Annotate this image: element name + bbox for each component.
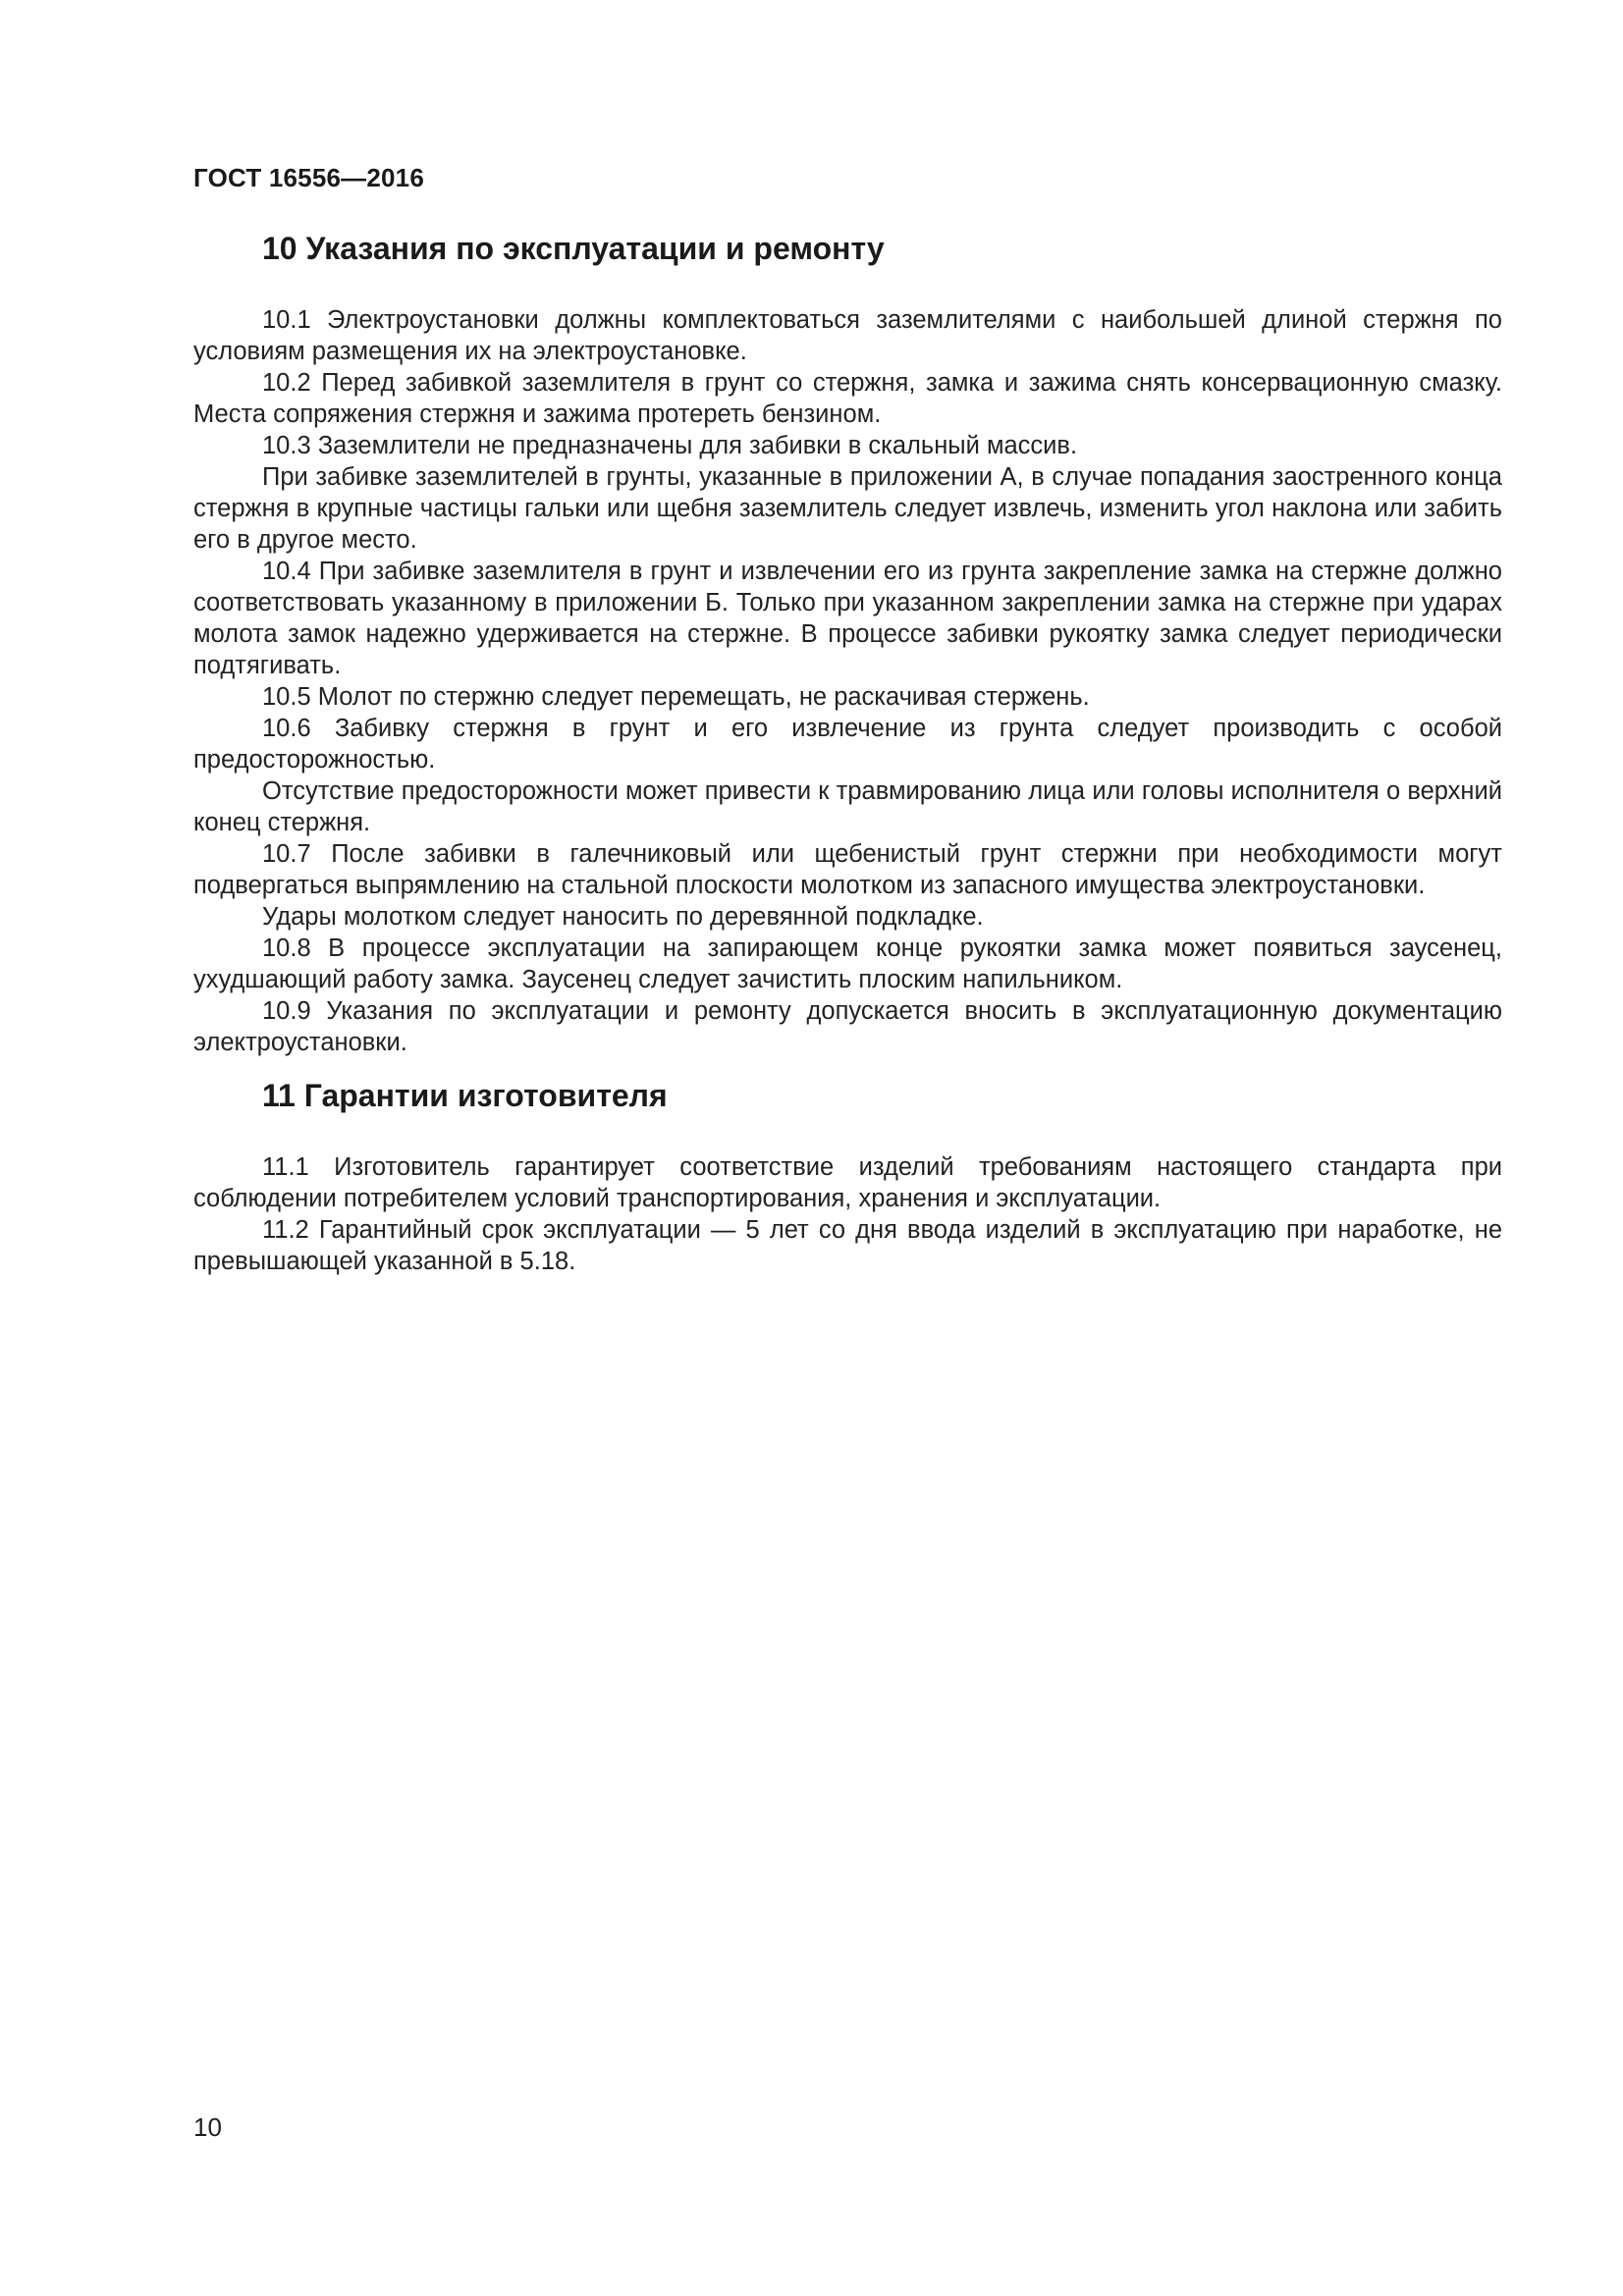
paragraph-10-2: 10.2 Перед забивкой заземлителя в грунт со стержня, замка и зажима снять консервационную смазку. Места сопряжения стержня и зажима протереть бензином. (193, 369, 1502, 428)
paragraph-10-9: 10.9 Указания по эксплуатации и ремонту допускается вносить в эксплуатационную документацию электроустановки. (193, 997, 1502, 1056)
paragraph-10-8: 10.8 В процессе эксплуатации на запирающем конце рукоятки замка может появиться заусенец, ухудшающий работу замка. Заусенец следует зачистить плоским напильником. (193, 934, 1502, 993)
section-10-heading: 10 Указания по эксплуатации и ремонту (262, 231, 885, 266)
paragraph-10-6-note: Отсутствие предосторожности может привести к травмированию лица или головы исполнителя о верхний конец стержня. (193, 777, 1502, 836)
paragraph-10-7: 10.7 После забивки в галечниковый или щебенистый грунт стержни при необходимости могут подвергаться выпрямлению на стальной плоскости молотком из запасного имущества электроустановки. (193, 840, 1502, 899)
paragraph-11-1: 11.1 Изготовитель гарантирует соответствие изделий требованиям настоящего стандарта при соблюдении потребителем условий транспортирования, хранения и эксплуатации. (193, 1153, 1502, 1212)
paragraph-10-6: 10.6 Забивку стержня в грунт и его извлечение из грунта следует производить с особой предосторожностью. (193, 715, 1502, 774)
paragraph-10-3: 10.3 Заземлители не предназначены для забивки в скальный массив. (262, 432, 1078, 459)
section-11 (193, 1076, 1502, 1277)
paragraph-10-5: 10.5 Молот по стержню следует перемещать, не раскачивая стержень. (262, 683, 1090, 711)
section-11-heading: 11 Гарантии изготовителя (262, 1078, 668, 1113)
page-number: 10 (193, 2112, 222, 2142)
paragraph-10-1: 10.1 Электроустановки должны комплектоваться заземлителями с наибольшей длиной стержня по условиям размещения их на электроустановке. (193, 306, 1502, 365)
paragraph-10-7-note: Удары молотком следует наносить по деревянной подкладке. (262, 903, 984, 931)
paragraph-10-3-note: При забивке заземлителей в грунты, указанные в приложении А, в случае попадания заостренного конца стержня в крупные частицы гальки или щебня заземлитель следует извлечь, изменить угол наклона или забить его в другое место. (193, 463, 1502, 554)
paragraph-10-4: 10.4 При забивке заземлителя в грунт и извлечении его из грунта закрепление замка на стержне должно соответствовать указанному в приложении Б. Только при указанном закреплении замка на стержне при ударах молота замок надежно удерживается на стержне. В процессе забивки рукоятку замка следует периодически подтягивать. (193, 558, 1502, 679)
document-header: ГОСТ 16556—2016 (193, 163, 424, 192)
section-10 (193, 229, 1502, 1058)
paragraph-11-2: 11.2 Гарантийный срок эксплуатации — 5 лет со дня ввода изделий в эксплуатацию при наработке, не превышающей указанной в 5.18. (193, 1216, 1502, 1275)
